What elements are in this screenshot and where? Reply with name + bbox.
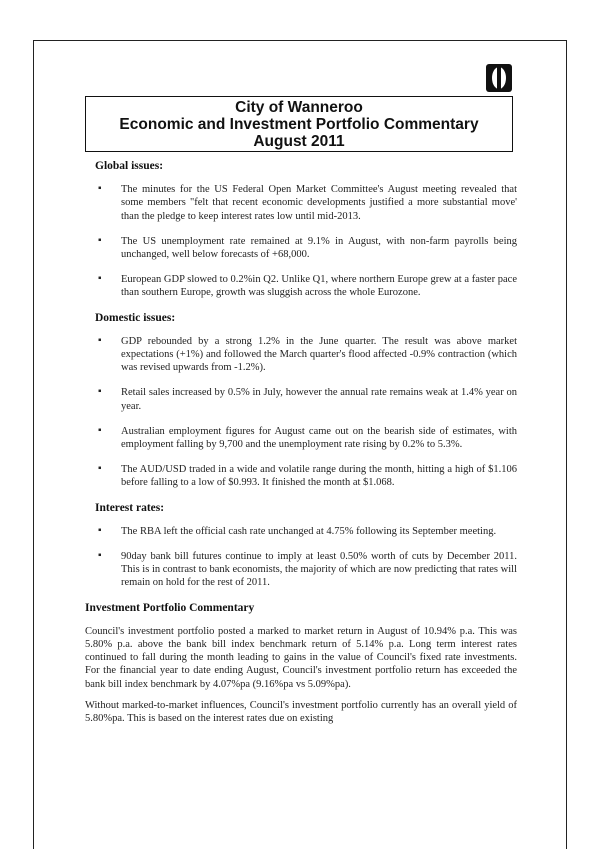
portfolio-paragraph-2: Without marked-to-market influences, Council's investment portfolio currently has an overall yield of 5.80%pa. This is based on the interest rates due on existing [85,699,517,725]
bullet-icon: ▪ [98,463,102,475]
title-commentary: Economic and Investment Portfolio Commentary [119,116,479,133]
city-crest-logo-icon [485,63,513,93]
list-item: ▪ 90day bank bill futures continue to imply at least 0.50% worth of cuts by December 2011. This is in contrast to bank economists, the majority of which are now predicting that rates will remain on hold for the rest of 2011. [98,550,517,589]
list-item: ▪ The minutes for the US Federal Open Market Committee's August meeting revealed that some members "felt that recent economic developments justified a more substantial move' than the pledge to keep interest rates low until mid-2013. [98,183,517,222]
bullet-icon: ▪ [98,334,102,346]
bullet-icon: ▪ [98,273,102,285]
document-body [85,160,517,733]
portfolio-paragraph-1: Council's investment portfolio posted a marked to market return in August of 10.94% p.a. This was 5.80% p.a. above the bank bill index benchmark return of 5.14% p.a. Long term interest rates continued to fall during the month leading to gains in the value of Council's fixed rate investments. For the financial year to date ending August, Council's investment portfolio return has exceeded the bank bill index benchmark by 4.07%pa (9.16%pa vs 5.09%pa). [85,625,517,690]
portfolio-section [85,602,517,726]
list-item: ▪ The RBA left the official cash rate unchanged at 4.75% following its September meeting. [98,524,497,537]
bullet-icon: ▪ [98,424,102,436]
portfolio-heading: Investment Portfolio Commentary [85,601,255,614]
list-item: ▪ GDP rebounded by a strong 1.2% in the June quarter. The result was above market expectations (+1%) and followed the March quarter's flood affected -0.9% contraction (which was revised upwards from -1.2%). [98,334,517,374]
bullet-icon: ▪ [98,183,102,195]
bullet-icon: ▪ [98,550,102,562]
global-issues-heading: Global issues: [95,160,164,172]
bullet-icon: ▪ [98,386,102,398]
domestic-issues-list [85,335,517,490]
interest-rates-list [85,525,517,590]
domestic-issues-section [85,312,517,490]
list-item: ▪ The AUD/USD traded in a wide and volatile range during the month, hitting a high of $1.106 before falling to a low of $0.993. It finished the month at $1.068. [98,463,517,489]
interest-rates-heading: Interest rates: [95,501,165,514]
domestic-issues-heading: Domestic issues: [95,311,176,324]
title-date: August 2011 [253,133,345,150]
bullet-icon: ▪ [98,524,102,536]
title-city: City of Wanneroo [235,99,363,116]
list-item: ▪ Australian employment figures for August came out on the bearish side of estimates, with employment falling by 9,700 and the unemployment rate rising by 0.2% to 5.3%. [98,424,517,451]
global-issues-section [85,160,517,300]
interest-rates-section [85,502,517,590]
list-item: ▪ European GDP slowed to 0.2%in Q2. Unlike Q1, where northern Europe grew at a faster pace than southern Europe, growth was sluggish across the whole Eurozone. [98,273,517,299]
document-title-box [85,96,513,152]
list-item: ▪ Retail sales increased by 0.5% in July, however the annual rate remains weak at 1.4% year on year. [98,386,517,412]
list-item: ▪ The US unemployment rate remained at 9.1% in August, with non-farm payrolls being unchanged, well below forecasts of +68,000. [98,234,517,261]
bullet-icon: ▪ [98,234,102,246]
global-issues-list [85,183,517,299]
